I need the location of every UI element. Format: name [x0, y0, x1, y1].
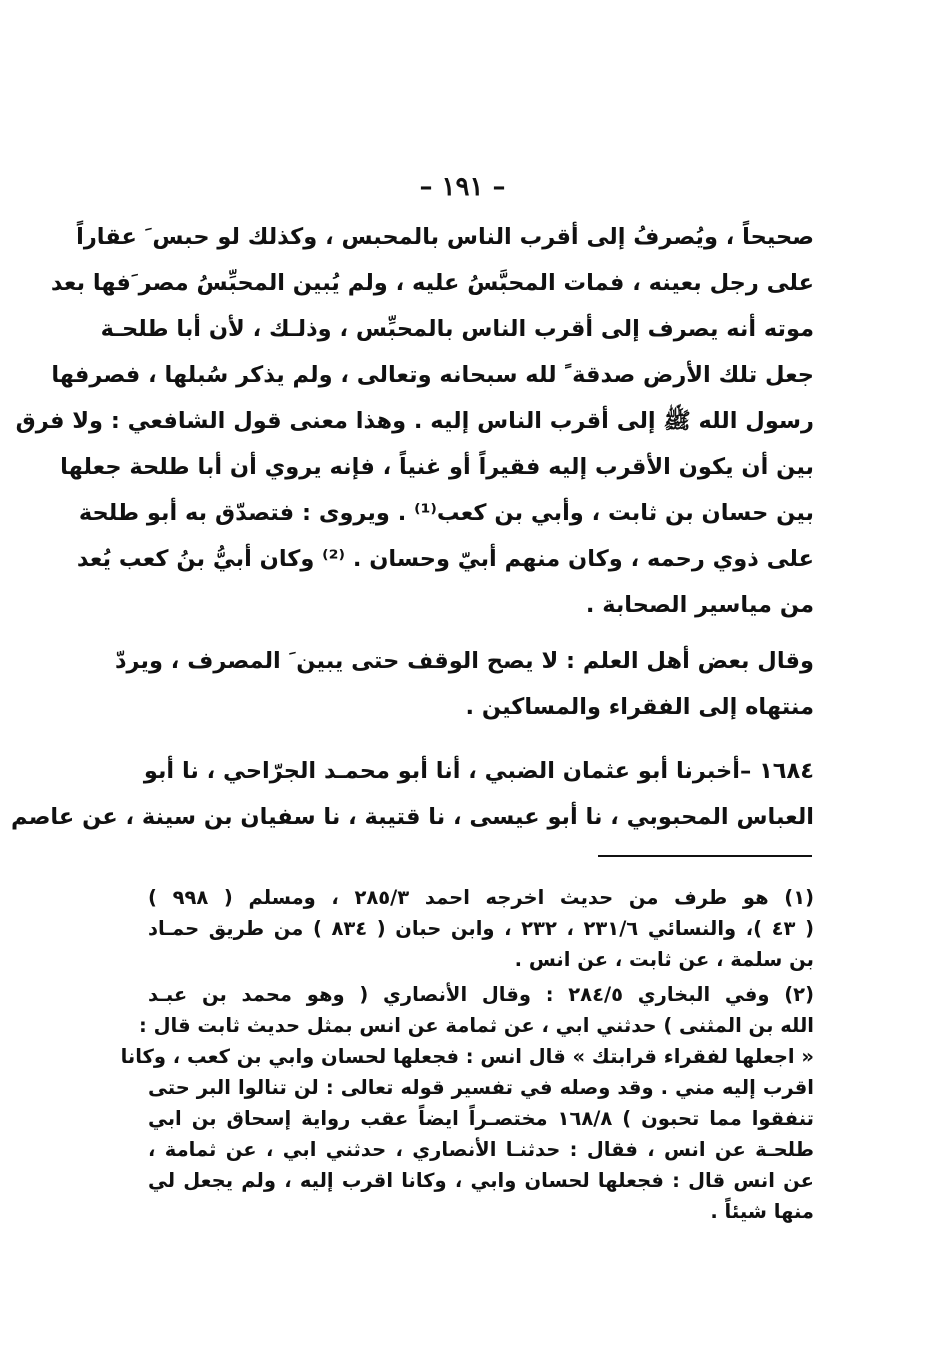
footnote-divider — [598, 855, 812, 857]
text-line: من مياسير الصحابة . — [585, 592, 814, 618]
text-line: ١٦٨٤ –أخبرنا أبو عثمان الضبي ، أنا أبو محمـد الجرّاحي ، نا أبو — [143, 758, 814, 784]
footnote-line: ( ٤٣ )، والنسائي ٢٣١/٦ ، ٢٣٢ ، وابن حبان ( ٨٣٤ ) من طريق حمـاد — [148, 917, 814, 940]
footnote-line: (٢) وفي البخاري ٢٨٤/٥ : وقال الأنصاري ( وهو محمد بن عبـد — [148, 983, 814, 1006]
footnote-line: منها شيئاً . — [710, 1200, 814, 1223]
page-number: – ١٩١ – — [419, 172, 506, 202]
footnote-line: عن انس قال : فجعلها لحسان وابي ، وكانا اقرب إليه ، ولم يجعل لي — [148, 1169, 814, 1192]
text-line: على رجل بعينه ، فمات المحبَّسُ عليه ، ولم يُبين المحبِّسُ مصر َفها بعد — [50, 270, 814, 296]
footnote-line: الله بن المثنى ) حدثني ابي ، عن ثمامة عن انس بمثل حديث ثابت قال : — [139, 1014, 814, 1037]
hadith-paragraph — [11, 748, 814, 840]
footnotes — [120, 882, 815, 1231]
text-line: منتهاه إلى الفقراء والمساكين . — [465, 694, 814, 720]
text-line: بين أن يكون الأقرب إليه فقيراً أو غنياً ، فإنه يروي أن أبا طلحة جعلها — [60, 454, 814, 480]
footnote-line: بن سلمة ، عن ثابت ، عن انس . — [514, 948, 814, 971]
text-line: موته أنه يصرف إلى أقرب الناس بالمحبِّس ، وذلـك ، لأن أبا طلحـة — [100, 316, 814, 342]
footnote-line: « اجعلها لفقراء قرابتك » قال انس : فجعلها لحسان وابي بن كعب ، وكانا — [120, 1045, 814, 1068]
text-line: بين حسان بن ثابت ، وأبي بن كعب⁽¹⁾ . ويروى : فتصدّق به أبو طلحة — [78, 500, 814, 526]
body-paragraph-2 — [115, 638, 814, 730]
footnote-line: اقرب إليه مني . وقد وصله في تفسير قوله تعالى : لن تنالوا البر حتى — [148, 1076, 814, 1099]
text-line: صحيحاً ، ويُصرفُ إلى أقرب الناس بالمحبس ، وكذلك لو حبس َ عقاراً — [76, 224, 814, 250]
footnote-line: (١) هو طرف من حديث اخرجه احمد ٢٨٥/٣ ، ومسلم ( ٩٩٨ ) — [148, 886, 815, 909]
footnote-line: تنفقوا مما تحبون ) ١٦٨/٨ مختصـراً ايضاً عقب رواية إسحاق بن ابي — [148, 1107, 814, 1130]
footnote-1 — [148, 882, 814, 975]
text-line: على ذوي رحمه ، وكان منهم أبيّ وحسان . ⁽²⁾ وكان أبيُّ بنُ كعب يُعد — [76, 546, 814, 572]
footnote-line: طلحـة عن انس ، فقال : حدثنـا الأنصاري ، حدثني ابي ، عن ثمامة ، — [148, 1138, 814, 1161]
body-paragraph-1 — [15, 214, 814, 628]
text-line: وقال بعض أهل العلم : لا يصح الوقف حتى يبين َ المصرف ، ويردّ — [115, 648, 814, 674]
footnote-2 — [120, 979, 814, 1227]
text-line: جعل تلك الأرض صدقة ً لله سبحانه وتعالى ، ولم يذكر سُبلها ، فصرفها — [51, 362, 814, 388]
text-line: رسول الله ﷺ إلى أقرب الناس إليه . وهذا معنى قول الشافعي : ولا فرق — [15, 408, 814, 434]
text-line: العباس المحبوبي ، نا أبو عيسى ، نا قتيبة ، نا سفيان بن سينة ، عن عاصم — [11, 804, 814, 830]
